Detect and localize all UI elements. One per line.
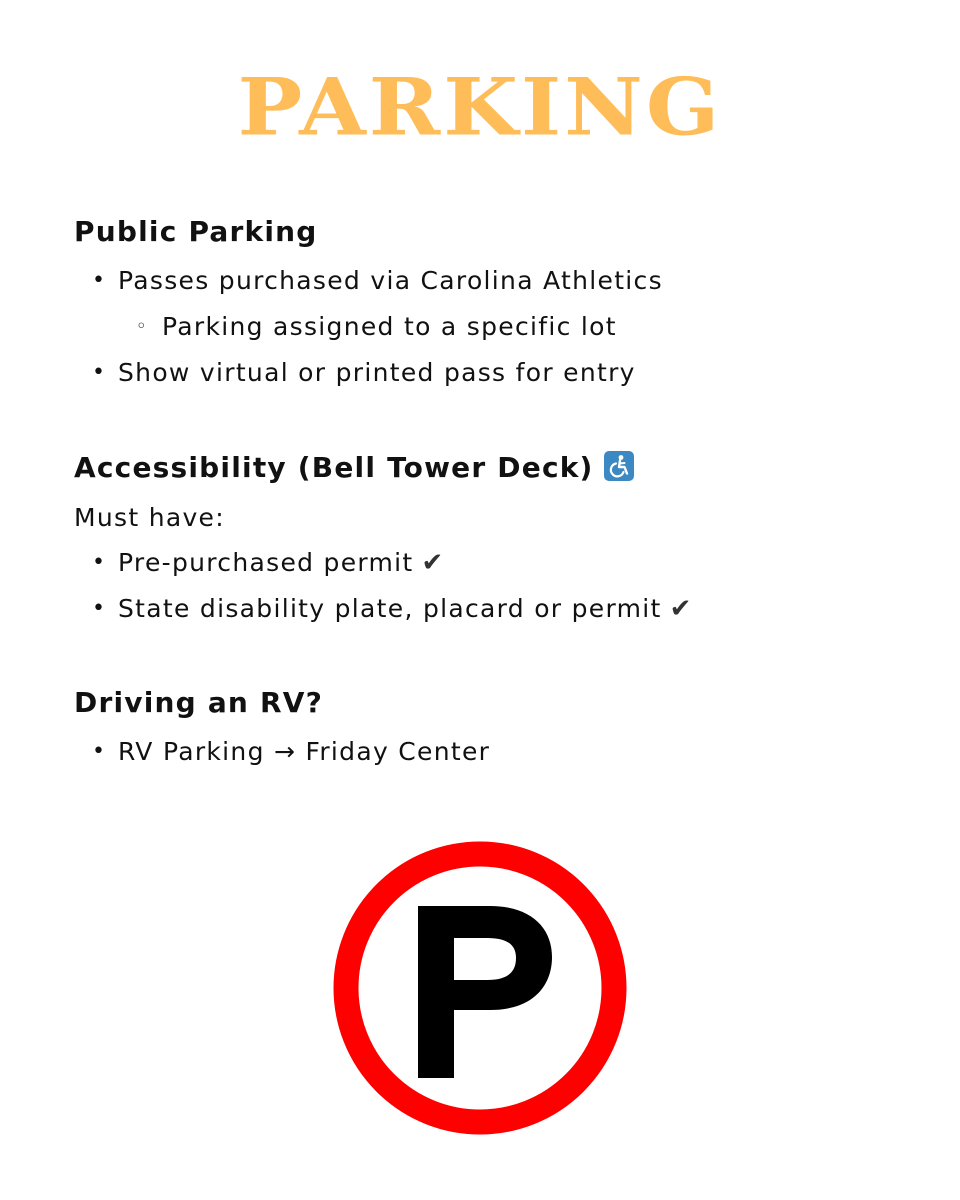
accessibility-heading xyxy=(74,451,634,485)
check-mark-icon: ✔ xyxy=(421,548,445,578)
list-item xyxy=(92,547,445,579)
list-item-text: Parking assigned to a specific lot xyxy=(162,312,617,341)
bullet-icon: • xyxy=(92,596,107,621)
public-parking-heading: Public Parking xyxy=(74,215,318,248)
rv-heading: Driving an RV? xyxy=(74,686,324,719)
check-mark-icon: ✔ xyxy=(669,594,693,624)
wheelchair-icon xyxy=(604,451,634,481)
bullet-icon: • xyxy=(92,268,107,293)
list-item xyxy=(92,593,693,625)
bullet-icon: • xyxy=(92,739,107,764)
accessibility-heading-text: Accessibility (Bell Tower Deck) xyxy=(74,451,594,484)
bullet-icon: • xyxy=(92,360,107,385)
parking-sign-icon xyxy=(330,840,630,1140)
sub-list-item xyxy=(136,311,617,343)
must-have-label: Must have: xyxy=(74,503,225,532)
list-item-text: Pre-purchased permit xyxy=(118,548,414,577)
hollow-bullet-icon: ◦ xyxy=(136,316,148,337)
bullet-icon: • xyxy=(92,550,107,575)
list-item xyxy=(92,736,490,768)
list-item-text: State disability plate, placard or permit xyxy=(118,594,662,623)
page-title: PARKING xyxy=(237,61,723,154)
list-item xyxy=(92,265,663,297)
list-item xyxy=(92,357,636,389)
list-item-text: Passes purchased via Carolina Athletics xyxy=(118,266,663,295)
list-item-text: RV Parking → Friday Center xyxy=(118,737,491,766)
list-item-text: Show virtual or printed pass for entry xyxy=(118,358,636,387)
